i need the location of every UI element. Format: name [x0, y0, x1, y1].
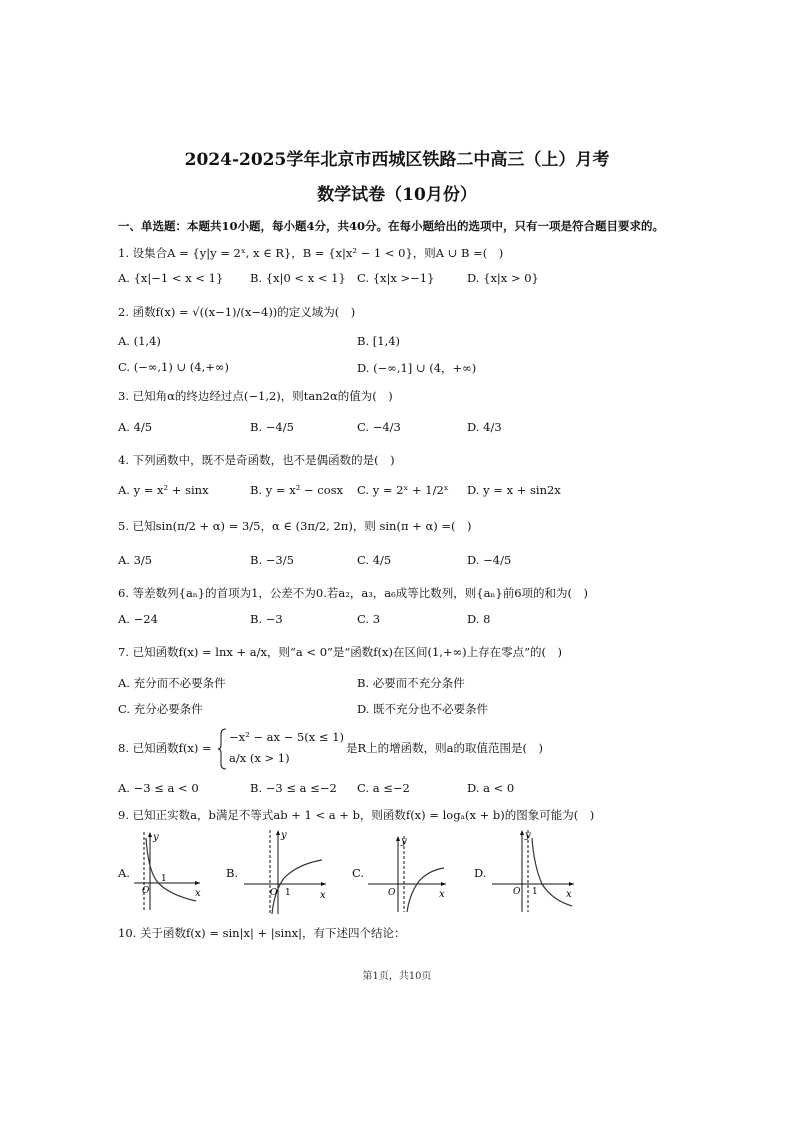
q3-option-c[interactable]: C. −4/3 [357, 420, 401, 434]
q9-graph-a [130, 828, 205, 913]
graph-c-origin-label: O [388, 888, 396, 898]
graph-a-origin-label: O [142, 886, 150, 896]
question-8-piece-2: a/x (x > 1) [229, 751, 290, 765]
question-7-stem: 7. 已知函数f(x) = lnx + a/x，则“a < 0”是“函数f(x)在区间(1,+∞)上存在零点”的( ) [118, 645, 563, 659]
q8-option-b[interactable]: B. −3 ≤ a ≤−2 [250, 781, 337, 795]
question-4-stem: 4. 下列函数中，既不是奇函数，也不是偶函数的是( ) [118, 453, 395, 467]
q1-option-a[interactable]: A. {x|−1 < x < 1} [118, 271, 224, 285]
q9-graph-b [240, 826, 330, 916]
question-8-piece-1: −x² − ax − 5(x ≤ 1) [229, 730, 345, 744]
q9-option-c[interactable]: C. [352, 866, 365, 880]
q6-option-d[interactable]: D. 8 [467, 612, 491, 626]
q4-option-c[interactable]: C. y = 2ˣ + 1/2ˣ [357, 483, 449, 497]
q4-option-d[interactable]: D. y = x + sin2x [467, 483, 561, 497]
q5-option-d[interactable]: D. −4/5 [467, 553, 512, 567]
q6-option-c[interactable]: C. 3 [357, 612, 381, 626]
q7-option-a[interactable]: A. 充分而不必要条件 [118, 676, 226, 690]
q7-option-b[interactable]: B. 必要而不充分条件 [357, 676, 465, 690]
q7-option-c[interactable]: C. 充分必要条件 [118, 702, 203, 716]
q8-option-a[interactable]: A. −3 ≤ a < 0 [118, 781, 199, 795]
question-3-stem: 3. 已知角α的终边经过点(−1,2)，则tan2α的值为( ) [118, 389, 393, 403]
q1-option-c[interactable]: C. {x|x >−1} [357, 271, 435, 285]
q2-option-a[interactable]: A. (1,4) [118, 334, 161, 348]
exam-subtitle: 数学试卷（10月份） [317, 185, 477, 205]
q8-option-d[interactable]: D. a < 0 [467, 781, 515, 795]
graph-d-one-label: 1 [532, 887, 538, 897]
q9-graph-c [364, 832, 450, 914]
exam-title: 2024-2025学年北京市西城区铁路二中高三（上）月考 [184, 150, 610, 170]
q9-option-d[interactable]: D. [474, 866, 487, 880]
q3-option-d[interactable]: D. 4/3 [467, 420, 502, 434]
section-heading: 一、单选题：本题共10小题，每小题4分，共40分。在每小题给出的选项中，只有一项是符合题目要求的。 [118, 219, 665, 233]
q7-option-d[interactable]: D. 既不充分也不必要条件 [357, 702, 489, 716]
q5-option-c[interactable]: C. 4/5 [357, 553, 392, 567]
q8-option-c[interactable]: C. a ≤−2 [357, 781, 410, 795]
q2-option-b[interactable]: B. [1,4) [357, 334, 401, 348]
q5-option-a[interactable]: A. 3/5 [118, 553, 153, 567]
q1-option-b[interactable]: B. {x|0 < x < 1} [250, 271, 346, 285]
graph-c-x-label: x [439, 889, 445, 900]
graph-d-y-label: y [525, 830, 531, 841]
graph-b-y-label: y [281, 830, 287, 841]
graph-c-y-label: y [401, 836, 407, 847]
q5-option-b[interactable]: B. −3/5 [250, 553, 294, 567]
q9-graph-d [488, 826, 578, 914]
q3-option-b[interactable]: B. −4/5 [250, 420, 294, 434]
graph-b-x-label: x [320, 890, 326, 901]
q2-option-c[interactable]: C. (−∞,1) ∪ (4,+∞) [118, 360, 229, 374]
graph-a-x-label: x [195, 888, 201, 899]
page-footer: 第1页，共10页 [362, 971, 432, 982]
graph-a-y-label: y [153, 832, 159, 843]
question-8-stem-suffix: 是R上的增函数，则a的取值范围是( ) [346, 741, 543, 755]
q1-option-d[interactable]: D. {x|x > 0} [467, 271, 539, 285]
graph-b-origin-label: O [270, 888, 278, 898]
question-6-stem: 6. 等差数列{aₙ}的首项为1，公差不为0.若a₂，a₃，a₆成等比数列，则{aₙ}前6项的和为( ) [118, 586, 589, 600]
question-9-stem: 9. 已知正实数a，b满足不等式ab + 1 < a + b，则函数f(x) = logₐ(x + b)的图象可能为( ) [118, 808, 595, 822]
q2-option-d[interactable]: D. (−∞,1] ∪ (4，+∞) [357, 361, 477, 375]
q9-option-a[interactable]: A. [118, 866, 130, 880]
question-8-stem-prefix: 8. 已知函数f(x) = [118, 741, 212, 755]
q9-option-b[interactable]: B. [226, 866, 239, 880]
q4-option-b[interactable]: B. y = x² − cosx [250, 483, 343, 497]
q6-option-a[interactable]: A. −24 [118, 612, 158, 626]
graph-a-one-label: 1 [161, 874, 167, 884]
graph-b-one-label: 1 [285, 888, 291, 898]
question-2-stem: 2. 函数f(x) = √((x−1)/(x−4))的定义域为( ) [118, 305, 356, 319]
question-10-stem: 10. 关于函数f(x) = sin|x| + |sinx|，有下述四个结论： [118, 926, 406, 940]
graph-d-origin-label: O [513, 887, 521, 897]
question-5-stem: 5. 已知sin(π/2 + α) = 3/5，α ∈ (3π/2, 2π)，则 sin(π + α) =( ) [118, 519, 472, 533]
q6-option-b[interactable]: B. −3 [250, 612, 283, 626]
q4-option-a[interactable]: A. y = x² + sinx [118, 483, 209, 497]
question-1-stem: 1. 设集合A = {y|y = 2ˣ, x ∈ R}，B = {x|x² − 1 < 0}，则A ∪ B =( ) [118, 246, 504, 260]
q3-option-a[interactable]: A. 4/5 [118, 420, 153, 434]
piecewise-brace-icon [218, 728, 228, 770]
graph-d-x-label: x [566, 889, 572, 900]
